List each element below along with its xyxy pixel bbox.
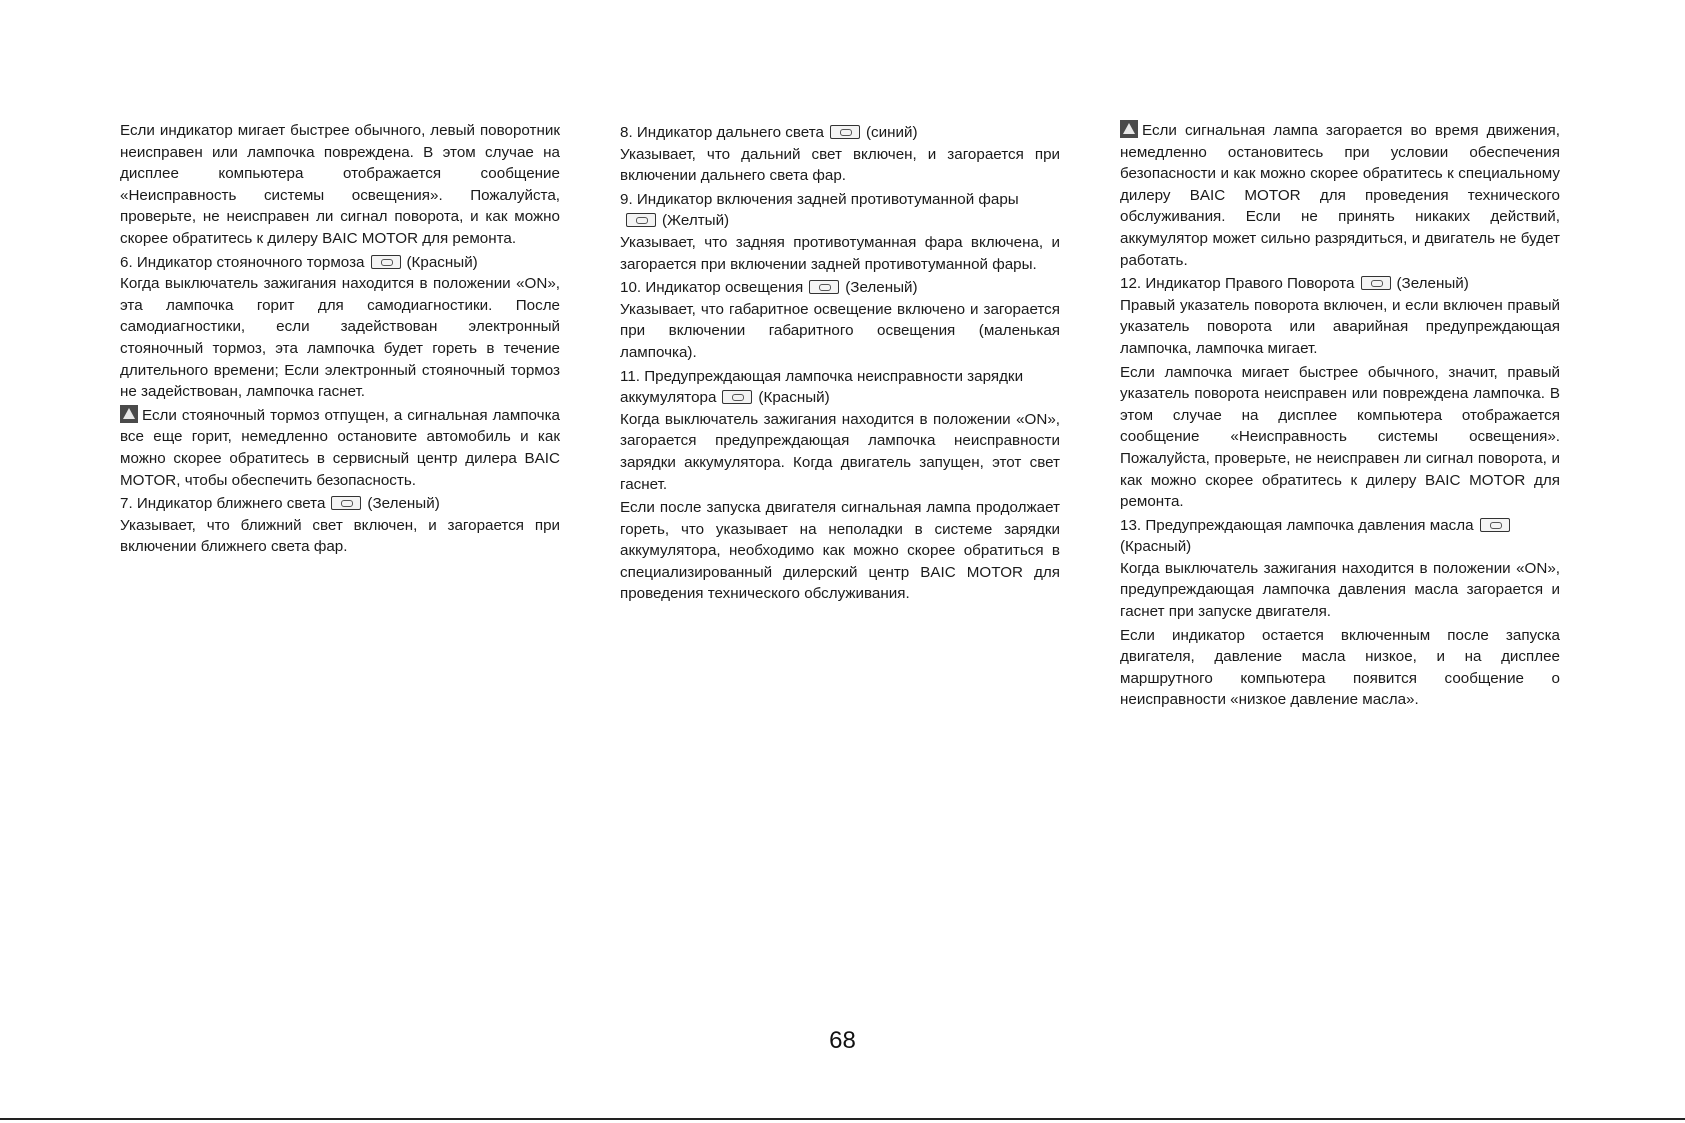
- rear-fog-indicator-icon: [626, 213, 656, 227]
- heading-text: 12. Индикатор Правого Поворота: [1120, 275, 1355, 293]
- paragraph: Когда выключатель зажигания находится в положении «ON», загорается предупреждающая лампочка неисправности зарядки аккумулятора. Когда двигатель запущен, этот свет гаснет.: [620, 410, 1060, 493]
- paragraph: Когда выключатель зажигания находится в положении «ON», предупреждающая лампочка давления масла загорается и гаснет при запуске двигателя.: [1120, 559, 1560, 621]
- heading-color-label: (Красный): [758, 389, 830, 407]
- heading-color-label: (Зеленый): [845, 279, 918, 297]
- paragraph: Когда выключатель зажигания находится в положении «ON», эта лампочка горит для самодиагностики. После самодиагностики, если задействован электронный стояночный тормоз, эта лампочка будет гореть в течение длительного времени; Если электронный стояночный тормоз не задействован, лампочка гаснет.: [120, 275, 560, 401]
- section-heading: [620, 277, 1060, 299]
- heading-color-label: (Красный): [406, 253, 478, 271]
- heading-color-label: (Красный): [1120, 538, 1192, 556]
- page-number: 68: [829, 1027, 856, 1054]
- section-heading: [620, 366, 1060, 409]
- heading-color-label: (Желтый): [662, 212, 730, 230]
- paragraph: Правый указатель поворота включен, и если включен правый указатель поворота или аварийная предупреждающая лампочка, лампочка мигает.: [1120, 296, 1560, 357]
- heading-text: 11. Предупреждающая лампочка неисправности зарядки аккумулятора: [620, 367, 1024, 407]
- section-heading: [620, 189, 1060, 232]
- heading-text: 7. Индикатор ближнего света: [120, 495, 326, 513]
- warning-text: Если сигнальная лампа загорается во время движения, немедленно остановитесь при условии обеспечения безопасности и как можно скорее обратитесь к специальному дилеру BAIC MOTOR для проведения технического обслуживания. Если не принять никаких действий, аккумулятор может сильно разрядиться, и двигатель не будет работать.: [1120, 122, 1560, 269]
- heading-color-label: (Зеленый): [367, 495, 440, 513]
- paragraph: Указывает, что габаритное освещение включено и загорается при включении габаритного освещения (маленькая лампочка).: [620, 300, 1060, 361]
- battery-warning-icon: [722, 390, 752, 404]
- section-heading: [1120, 515, 1560, 558]
- heading-text: 9. Индикатор включения задней противотуманной фары: [620, 190, 1019, 208]
- section-heading: [1120, 273, 1560, 295]
- paragraph: Если индикатор остается включенным после запуска двигателя, давление масла низкое, и на дисплее маршрутного компьютера появится сообщение о неисправности «низкое давление масла».: [1120, 626, 1560, 709]
- text-column-right: [1120, 120, 1560, 713]
- heading-text: 10. Индикатор освещения: [620, 279, 804, 297]
- text-column-left: [120, 120, 560, 560]
- section-heading: [120, 493, 560, 515]
- low-beam-indicator-icon: [331, 496, 361, 510]
- position-light-indicator-icon: [809, 280, 839, 294]
- warning-triangle-icon: [120, 405, 138, 423]
- heading-text: 8. Индикатор дальнего света: [620, 124, 824, 141]
- warning-text: Если стояночный тормоз отпущен, а сигнальная лампочка все еще горит, немедленно остановите автомобиль и как можно скорее обратитесь в сервисный центр дилера BAIC MOTOR, чтобы обеспечить безопасность.: [120, 406, 560, 489]
- warning-paragraph: [1120, 120, 1560, 271]
- paragraph: Если индикатор мигает быстрее обычного, левый поворотник неисправен или лампочка повреждена. В этом случае на дисплее компьютера отображается сообщение «Неисправность системы освещения». Пожалуйста, проверьте, не неисправен ли сигнал поворота, и как можно скорее обратитесь к дилеру BAIC MOTOR для ремонта.: [120, 122, 560, 247]
- paragraph: Указывает, что задняя противотуманная фара включена, и загорается при включении задней противотуманной фары.: [620, 233, 1060, 273]
- paragraph: Если после запуска двигателя сигнальная лампа продолжает гореть, что указывает на неполадки в системе зарядки аккумулятора, необходимо как можно скорее обратиться в специализированный дилерский центр BAIC MOTOR для проведения технического обслуживания.: [620, 499, 1060, 603]
- page-bottom-rule: [0, 1118, 1685, 1120]
- parking-brake-indicator-icon: [371, 255, 401, 269]
- paragraph: Если лампочка мигает быстрее обычного, значит, правый указатель поворота неисправен или повреждена лампочка. В этом случае на дисплее компьютера отображается сообщение «Неисправность системы освещения». Пожалуйста, проверьте, не неисправен ли сигнал поворота, и как можно скорее обратитесь к дилеру BAIC MOTOR для ремонта.: [1120, 363, 1560, 511]
- warning-paragraph: [120, 405, 560, 491]
- right-turn-indicator-icon: [1361, 276, 1391, 290]
- section-heading: [120, 252, 560, 274]
- heading-text: 6. Индикатор стояночного тормоза: [120, 253, 365, 271]
- high-beam-indicator-icon: [830, 125, 860, 139]
- heading-text: 13. Предупреждающая лампочка давления масла: [1120, 516, 1474, 534]
- heading-color-label: (Зеленый): [1396, 275, 1469, 293]
- warning-triangle-icon: [1120, 120, 1138, 138]
- heading-color-label: (синий): [865, 124, 918, 141]
- paragraph: Указывает, что дальний свет включен, и загорается при включении дальнего света фар.: [620, 145, 1060, 185]
- section-heading: [620, 122, 1060, 144]
- paragraph: Указывает, что ближний свет включен, и загорается при включении ближнего света фар.: [120, 516, 560, 556]
- oil-pressure-warning-icon: [1480, 518, 1510, 532]
- text-column-middle: [620, 120, 1060, 607]
